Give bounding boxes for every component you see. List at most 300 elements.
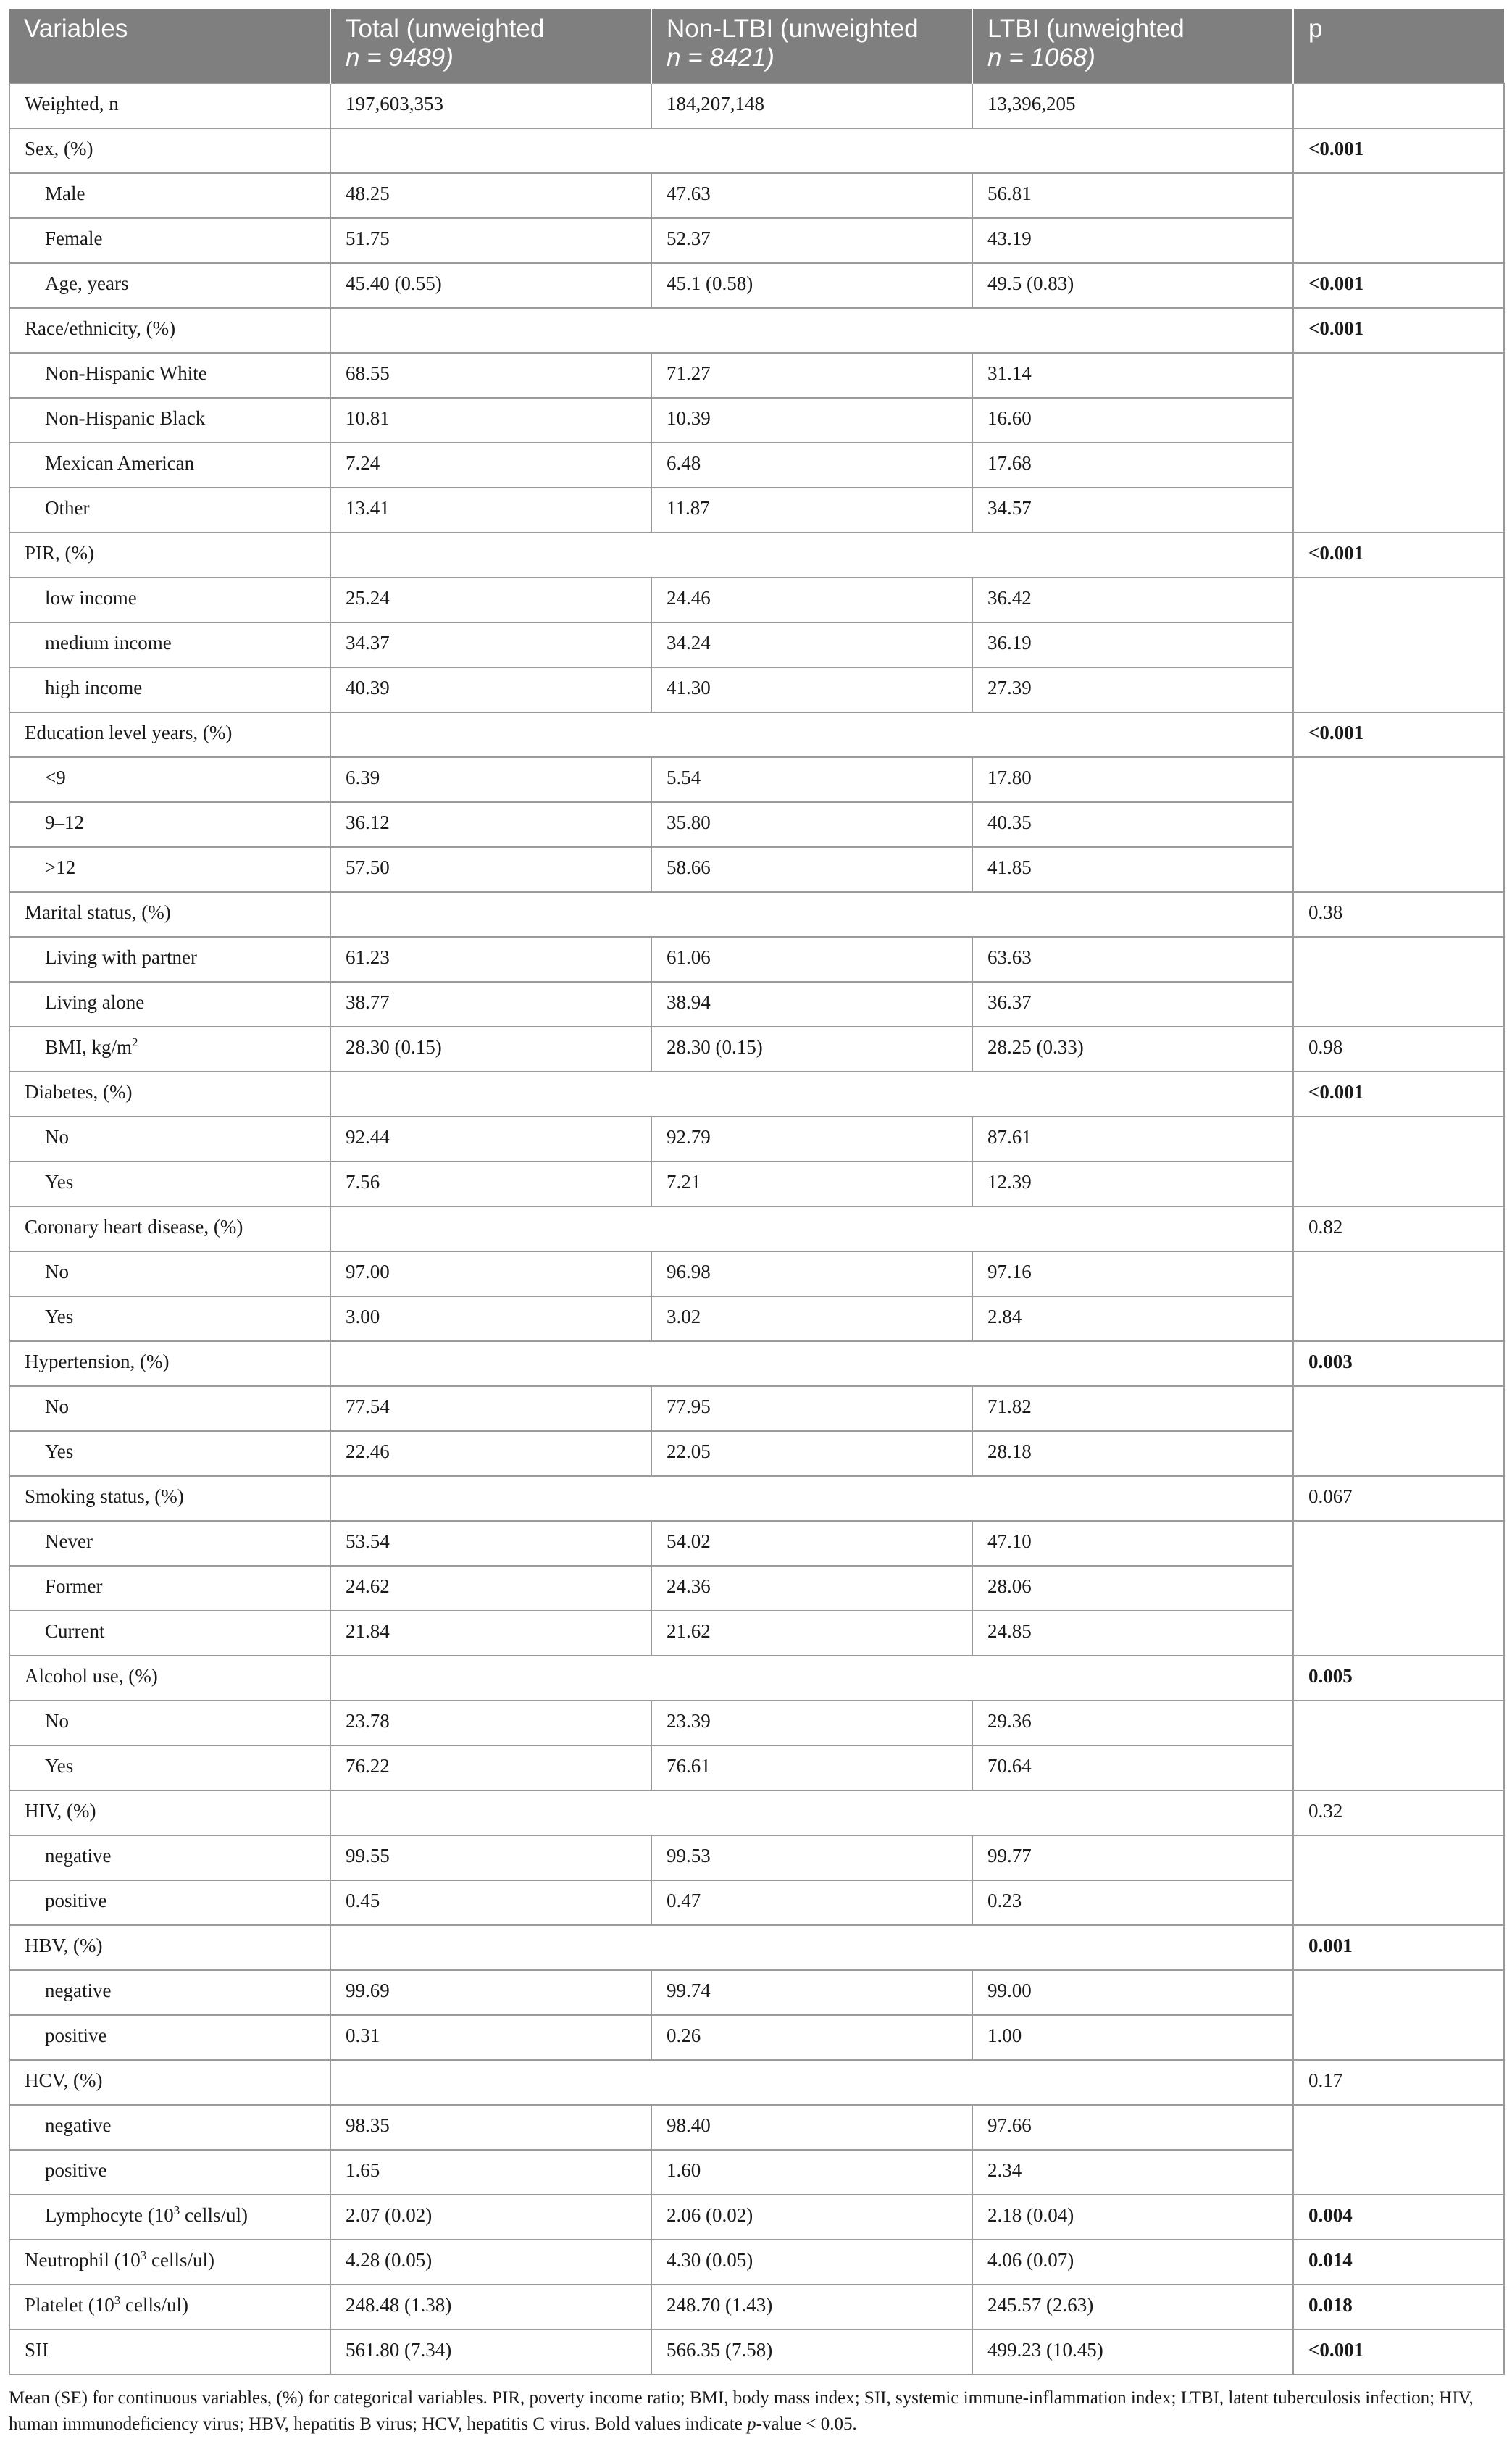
- non-ltbi-value: 2.06 (0.02): [651, 2195, 972, 2240]
- row-label: [9, 1431, 330, 1476]
- ltbi-value: 27.39: [972, 667, 1293, 712]
- row-label: [9, 488, 330, 533]
- total-value: 68.55: [330, 353, 651, 398]
- row-label: [9, 1341, 330, 1386]
- total-value: 13.41: [330, 488, 651, 533]
- table-body: [9, 83, 1504, 2374]
- row-label-text: No: [45, 1396, 69, 1417]
- p-value: 0.001: [1293, 1925, 1504, 1970]
- p-value-merged: [1293, 1117, 1504, 1206]
- table-row: [9, 622, 1504, 667]
- table-row: [9, 443, 1504, 488]
- row-label: [9, 398, 330, 443]
- ltbi-value: 49.5 (0.83): [972, 263, 1293, 308]
- row-label-text: Female: [45, 228, 103, 249]
- row-label-text: Never: [45, 1530, 93, 1552]
- total-value: 1.65: [330, 2150, 651, 2195]
- footnote-text-end: -value < 0.05.: [756, 2414, 857, 2434]
- total-value: 22.46: [330, 1431, 651, 1476]
- non-ltbi-value: 45.1 (0.58): [651, 263, 972, 308]
- row-label: [9, 1251, 330, 1296]
- total-value: 0.31: [330, 2015, 651, 2060]
- row-label: [9, 218, 330, 263]
- row-label: [9, 1027, 330, 1072]
- total-value: 10.81: [330, 398, 651, 443]
- p-value: <0.001: [1293, 263, 1504, 308]
- row-label: [9, 1117, 330, 1161]
- row-label-text: PIR, (%): [25, 542, 94, 564]
- non-ltbi-value: 77.95: [651, 1386, 972, 1431]
- p-value-merged: [1293, 1835, 1504, 1925]
- table-row: [9, 1880, 1504, 1925]
- p-value-merged: [1293, 1251, 1504, 1341]
- table-row: [9, 982, 1504, 1027]
- table-row: [9, 1251, 1504, 1296]
- row-label: [9, 128, 330, 173]
- table-row: [9, 128, 1504, 173]
- row-label: [9, 982, 330, 1027]
- non-ltbi-value: 96.98: [651, 1251, 972, 1296]
- row-label: [9, 1161, 330, 1206]
- group-spacer: [330, 533, 1293, 577]
- row-label-text: Platelet (10: [25, 2294, 114, 2316]
- ltbi-value: 36.37: [972, 982, 1293, 1027]
- row-label-text: Yes: [45, 1755, 74, 1777]
- row-label: [9, 1072, 330, 1117]
- ltbi-value: 97.16: [972, 1251, 1293, 1296]
- table-row: [9, 2330, 1504, 2374]
- p-value: 0.005: [1293, 1656, 1504, 1701]
- baseline-characteristics-table: [9, 9, 1505, 2375]
- row-label-text: negative: [45, 1980, 112, 2001]
- row-label: [9, 1970, 330, 2015]
- row-label-superscript: 3: [114, 2293, 121, 2307]
- p-value: 0.82: [1293, 1206, 1504, 1251]
- header-non-ltbi-n: n = 8421): [667, 43, 774, 72]
- row-label-text: Living alone: [45, 991, 145, 1013]
- non-ltbi-value: 71.27: [651, 353, 972, 398]
- row-label-text: No: [45, 1710, 69, 1732]
- ltbi-value: 34.57: [972, 488, 1293, 533]
- table-row: [9, 577, 1504, 622]
- non-ltbi-value: 28.30 (0.15): [651, 1027, 972, 1072]
- p-value: <0.001: [1293, 2330, 1504, 2374]
- non-ltbi-value: 35.80: [651, 802, 972, 847]
- table-row: [9, 1206, 1504, 1251]
- row-label: [9, 577, 330, 622]
- total-value: 77.54: [330, 1386, 651, 1431]
- group-spacer: [330, 1476, 1293, 1521]
- ltbi-value: 13,396,205: [972, 83, 1293, 128]
- p-value-merged: [1293, 353, 1504, 533]
- row-label-text: positive: [45, 2024, 107, 2046]
- row-label: [9, 83, 330, 128]
- row-label: [9, 937, 330, 982]
- row-label: [9, 802, 330, 847]
- p-value-merged: [1293, 173, 1504, 263]
- table-row: [9, 353, 1504, 398]
- table-row: [9, 1476, 1504, 1521]
- ltbi-value: 17.80: [972, 757, 1293, 802]
- header-ltbi: [972, 9, 1293, 83]
- non-ltbi-value: 1.60: [651, 2150, 972, 2195]
- row-label-text: negative: [45, 1845, 112, 1867]
- ltbi-value: 43.19: [972, 218, 1293, 263]
- non-ltbi-value: 5.54: [651, 757, 972, 802]
- table-row: [9, 802, 1504, 847]
- non-ltbi-value: 24.36: [651, 1566, 972, 1611]
- table-row: [9, 1746, 1504, 1790]
- ltbi-value: 245.57 (2.63): [972, 2285, 1293, 2330]
- row-label-text: Neutrophil (10: [25, 2249, 141, 2271]
- row-label: [9, 2330, 330, 2374]
- p-value: 0.17: [1293, 2060, 1504, 2105]
- ltbi-value: 56.81: [972, 173, 1293, 218]
- row-label: [9, 1790, 330, 1835]
- p-value: <0.001: [1293, 308, 1504, 353]
- group-spacer: [330, 1206, 1293, 1251]
- group-spacer: [330, 1072, 1293, 1117]
- total-value: 45.40 (0.55): [330, 263, 651, 308]
- row-label: [9, 2285, 330, 2330]
- p-value: <0.001: [1293, 533, 1504, 577]
- total-value: 98.35: [330, 2105, 651, 2150]
- total-value: 57.50: [330, 847, 651, 892]
- total-value: 4.28 (0.05): [330, 2240, 651, 2285]
- row-label: [9, 1880, 330, 1925]
- total-value: 36.12: [330, 802, 651, 847]
- header-non-ltbi-label: Non-LTBI (unweighted: [667, 14, 919, 43]
- row-label-text: Male: [45, 183, 85, 204]
- total-value: 248.48 (1.38): [330, 2285, 651, 2330]
- ltbi-value: 31.14: [972, 353, 1293, 398]
- row-label-text: Coronary heart disease, (%): [25, 1216, 243, 1238]
- table-row: [9, 1611, 1504, 1656]
- row-label: [9, 1746, 330, 1790]
- group-spacer: [330, 1790, 1293, 1835]
- row-label-text: HCV, (%): [25, 2069, 103, 2091]
- table-row: [9, 1341, 1504, 1386]
- table-row: [9, 1072, 1504, 1117]
- p-value: 0.014: [1293, 2240, 1504, 2285]
- ltbi-value: 70.64: [972, 1746, 1293, 1790]
- row-label: [9, 353, 330, 398]
- table-footnote: [9, 2385, 1503, 2437]
- table-row: [9, 2060, 1504, 2105]
- row-label: [9, 443, 330, 488]
- ltbi-value: 2.84: [972, 1296, 1293, 1341]
- table-row: [9, 712, 1504, 757]
- row-label: [9, 1296, 330, 1341]
- group-spacer: [330, 1656, 1293, 1701]
- total-value: 197,603,353: [330, 83, 651, 128]
- group-spacer: [330, 892, 1293, 937]
- ltbi-value: 16.60: [972, 398, 1293, 443]
- p-value-merged: [1293, 1521, 1504, 1656]
- table-row: [9, 1296, 1504, 1341]
- p-value: 0.067: [1293, 1476, 1504, 1521]
- row-label: [9, 1206, 330, 1251]
- ltbi-value: 36.19: [972, 622, 1293, 667]
- non-ltbi-value: 21.62: [651, 1611, 972, 1656]
- row-label-text: Alcohol use, (%): [25, 1665, 158, 1687]
- non-ltbi-value: 99.53: [651, 1835, 972, 1880]
- row-label-tail: cells/ul): [146, 2249, 214, 2271]
- row-label-superscript: 2: [132, 1035, 138, 1049]
- row-label: [9, 308, 330, 353]
- row-label-text: high income: [45, 677, 143, 698]
- non-ltbi-value: 566.35 (7.58): [651, 2330, 972, 2374]
- total-value: 61.23: [330, 937, 651, 982]
- table-header-row: [9, 9, 1504, 83]
- row-label: [9, 1835, 330, 1880]
- non-ltbi-value: 7.21: [651, 1161, 972, 1206]
- total-value: 53.54: [330, 1521, 651, 1566]
- non-ltbi-value: 38.94: [651, 982, 972, 1027]
- total-value: 51.75: [330, 218, 651, 263]
- non-ltbi-value: 23.39: [651, 1701, 972, 1746]
- total-value: 6.39: [330, 757, 651, 802]
- row-label-text: SII: [25, 2339, 49, 2361]
- table-row: [9, 2195, 1504, 2240]
- table-row: [9, 173, 1504, 218]
- table-row: [9, 2285, 1504, 2330]
- non-ltbi-value: 34.24: [651, 622, 972, 667]
- row-label-text: BMI, kg/m: [45, 1036, 133, 1058]
- table-row: [9, 937, 1504, 982]
- ltbi-value: 17.68: [972, 443, 1293, 488]
- non-ltbi-value: 11.87: [651, 488, 972, 533]
- ltbi-value: 47.10: [972, 1521, 1293, 1566]
- row-label-text: Sex, (%): [25, 138, 93, 159]
- ltbi-value: 36.42: [972, 577, 1293, 622]
- row-label-text: No: [45, 1261, 69, 1283]
- row-label-text: Diabetes, (%): [25, 1081, 133, 1103]
- total-value: 24.62: [330, 1566, 651, 1611]
- header-total-label: Total (unweighted: [346, 14, 545, 43]
- row-label-text: Former: [45, 1575, 103, 1597]
- total-value: 21.84: [330, 1611, 651, 1656]
- row-label-text: <9: [45, 767, 66, 788]
- table-row: [9, 1790, 1504, 1835]
- table-row: [9, 1117, 1504, 1161]
- ltbi-value: 99.77: [972, 1835, 1293, 1880]
- ltbi-value: 24.85: [972, 1611, 1293, 1656]
- ltbi-value: 4.06 (0.07): [972, 2240, 1293, 2285]
- total-value: 38.77: [330, 982, 651, 1027]
- row-label: [9, 2240, 330, 2285]
- p-value: 0.003: [1293, 1341, 1504, 1386]
- non-ltbi-value: 0.26: [651, 2015, 972, 2060]
- non-ltbi-value: 54.02: [651, 1521, 972, 1566]
- p-value-merged: [1293, 1386, 1504, 1476]
- row-label-text: Hypertension, (%): [25, 1351, 170, 1372]
- group-spacer: [330, 2060, 1293, 2105]
- non-ltbi-value: 98.40: [651, 2105, 972, 2150]
- row-label: [9, 263, 330, 308]
- ltbi-value: 87.61: [972, 1117, 1293, 1161]
- row-label-text: Smoking status, (%): [25, 1485, 184, 1507]
- row-label: [9, 1476, 330, 1521]
- table-row: [9, 1925, 1504, 1970]
- row-label-text: Race/ethnicity, (%): [25, 317, 176, 339]
- non-ltbi-value: 47.63: [651, 173, 972, 218]
- non-ltbi-value: 24.46: [651, 577, 972, 622]
- table-row: [9, 1566, 1504, 1611]
- non-ltbi-value: 10.39: [651, 398, 972, 443]
- group-spacer: [330, 128, 1293, 173]
- row-label-text: Education level years, (%): [25, 722, 233, 743]
- row-label: [9, 1386, 330, 1431]
- row-label-text: Lymphocyte (10: [45, 2204, 174, 2226]
- row-label-text: Non-Hispanic Black: [45, 407, 206, 429]
- total-value: 48.25: [330, 173, 651, 218]
- table-row: [9, 847, 1504, 892]
- p-value: 0.32: [1293, 1790, 1504, 1835]
- ltbi-value: 28.06: [972, 1566, 1293, 1611]
- row-label-tail: cells/ul): [180, 2204, 248, 2226]
- row-label-superscript: 3: [140, 2248, 147, 2262]
- total-value: 0.45: [330, 1880, 651, 1925]
- p-value-merged: [1293, 577, 1504, 712]
- group-spacer: [330, 712, 1293, 757]
- ltbi-value: 40.35: [972, 802, 1293, 847]
- row-label: [9, 533, 330, 577]
- table-row: [9, 263, 1504, 308]
- row-label: [9, 173, 330, 218]
- row-label: [9, 667, 330, 712]
- total-value: 76.22: [330, 1746, 651, 1790]
- row-label: [9, 892, 330, 937]
- total-value: 7.56: [330, 1161, 651, 1206]
- p-value: 0.004: [1293, 2195, 1504, 2240]
- non-ltbi-value: 248.70 (1.43): [651, 2285, 972, 2330]
- p-value-merged: [1293, 1970, 1504, 2060]
- row-label: [9, 1701, 330, 1746]
- table-row: [9, 1970, 1504, 2015]
- total-value: 3.00: [330, 1296, 651, 1341]
- ltbi-value: 71.82: [972, 1386, 1293, 1431]
- row-label-text: Other: [45, 497, 90, 519]
- row-label-text: Yes: [45, 1306, 74, 1327]
- row-label-text: positive: [45, 2159, 107, 2181]
- table-row: [9, 1701, 1504, 1746]
- p-value: 0.38: [1293, 892, 1504, 937]
- total-value: 561.80 (7.34): [330, 2330, 651, 2374]
- table-row: [9, 2015, 1504, 2060]
- row-label-text: Age, years: [45, 272, 129, 294]
- table-row: [9, 2150, 1504, 2195]
- non-ltbi-value: 99.74: [651, 1970, 972, 2015]
- header-ltbi-label: LTBI (unweighted: [987, 14, 1185, 43]
- non-ltbi-value: 41.30: [651, 667, 972, 712]
- row-label-text: medium income: [45, 632, 172, 654]
- header-p-label: p: [1308, 14, 1323, 43]
- ltbi-value: 2.34: [972, 2150, 1293, 2195]
- header-variables-label: Variables: [24, 14, 128, 43]
- ltbi-value: 2.18 (0.04): [972, 2195, 1293, 2240]
- header-ltbi-n: n = 1068): [987, 43, 1095, 72]
- ltbi-value: 41.85: [972, 847, 1293, 892]
- non-ltbi-value: 76.61: [651, 1746, 972, 1790]
- row-label-text: 9–12: [45, 812, 84, 833]
- row-label-superscript: 3: [173, 2203, 180, 2217]
- row-label-tail: cells/ul): [120, 2294, 188, 2316]
- table-row: [9, 2105, 1504, 2150]
- total-value: 99.55: [330, 1835, 651, 1880]
- ltbi-value: 499.23 (10.45): [972, 2330, 1293, 2374]
- p-value-merged: [1293, 757, 1504, 892]
- ltbi-value: 28.25 (0.33): [972, 1027, 1293, 1072]
- total-value: 28.30 (0.15): [330, 1027, 651, 1072]
- p-value-merged: [1293, 2105, 1504, 2195]
- total-value: 2.07 (0.02): [330, 2195, 651, 2240]
- row-label: [9, 2105, 330, 2150]
- table-row: [9, 892, 1504, 937]
- row-label: [9, 712, 330, 757]
- row-label: [9, 1656, 330, 1701]
- table-row: [9, 1161, 1504, 1206]
- ltbi-value: 63.63: [972, 937, 1293, 982]
- non-ltbi-value: 4.30 (0.05): [651, 2240, 972, 2285]
- total-value: 23.78: [330, 1701, 651, 1746]
- p-value: 0.018: [1293, 2285, 1504, 2330]
- non-ltbi-value: 52.37: [651, 218, 972, 263]
- header-non-ltbi: [651, 9, 972, 83]
- non-ltbi-value: 92.79: [651, 1117, 972, 1161]
- row-label: [9, 1925, 330, 1970]
- total-value: 7.24: [330, 443, 651, 488]
- non-ltbi-value: 58.66: [651, 847, 972, 892]
- row-label: [9, 2195, 330, 2240]
- p-value: <0.001: [1293, 712, 1504, 757]
- table-row: [9, 1431, 1504, 1476]
- row-label: [9, 757, 330, 802]
- row-label: [9, 2015, 330, 2060]
- row-label-text: Weighted, n: [25, 93, 119, 114]
- ltbi-value: 97.66: [972, 2105, 1293, 2150]
- p-value: 0.98: [1293, 1027, 1504, 1072]
- footnote-text: Mean (SE) for continuous variables, (%) for categorical variables. PIR, poverty income ratio; BMI, body mass index; SII, systemic immune-inflammation index; LTBI, latent tuberculosis infection; HIV, human immunodeficiency virus; HBV, hepatitis B virus; HCV, hepatitis C virus. Bold values indicate: [9, 2388, 1474, 2434]
- p-value: <0.001: [1293, 128, 1504, 173]
- row-label-text: >12: [45, 856, 76, 878]
- total-value: 25.24: [330, 577, 651, 622]
- table-row: [9, 2240, 1504, 2285]
- row-label: [9, 1521, 330, 1566]
- row-label-text: HBV, (%): [25, 1935, 103, 1956]
- non-ltbi-value: 22.05: [651, 1431, 972, 1476]
- table-row: [9, 1386, 1504, 1431]
- p-value-merged: [1293, 937, 1504, 1027]
- group-spacer: [330, 1925, 1293, 1970]
- row-label: [9, 2060, 330, 2105]
- baseline-characteristics-table-container: [9, 9, 1503, 2375]
- ltbi-value: 0.23: [972, 1880, 1293, 1925]
- table-row: [9, 218, 1504, 263]
- non-ltbi-value: 184,207,148: [651, 83, 972, 128]
- footnote-p-italic: p: [747, 2414, 756, 2434]
- non-ltbi-value: 3.02: [651, 1296, 972, 1341]
- total-value: 40.39: [330, 667, 651, 712]
- row-label-text: Marital status, (%): [25, 901, 171, 923]
- ltbi-value: 1.00: [972, 2015, 1293, 2060]
- non-ltbi-value: 6.48: [651, 443, 972, 488]
- row-label-text: No: [45, 1126, 69, 1148]
- total-value: 97.00: [330, 1251, 651, 1296]
- row-label: [9, 1566, 330, 1611]
- header-total-n: n = 9489): [346, 43, 454, 72]
- table-row: [9, 1521, 1504, 1566]
